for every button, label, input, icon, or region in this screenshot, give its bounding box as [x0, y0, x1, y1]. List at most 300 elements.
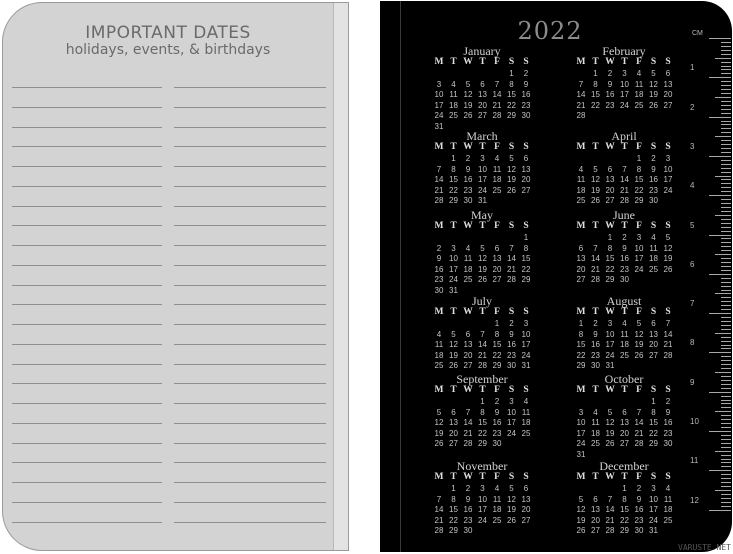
writing-line: [12, 304, 162, 305]
day-number: 14: [663, 329, 673, 339]
day-number: 6: [593, 494, 598, 504]
day-number: 10: [576, 418, 586, 428]
day-number: 5: [665, 233, 671, 242]
writing-line: [174, 285, 326, 286]
ruler-number: 6: [690, 259, 695, 269]
ruler-tick: [715, 136, 731, 137]
day-number: 23: [634, 515, 644, 525]
day-number: 31: [478, 196, 487, 206]
weekday-header: T: [450, 385, 457, 395]
day-number: 25: [620, 350, 629, 360]
ruler-tick: [721, 482, 731, 483]
day-number: 19: [478, 264, 487, 274]
weekday-header: M: [434, 472, 444, 482]
weekday-header: T: [621, 472, 628, 482]
day-number: 21: [478, 350, 487, 360]
day-number: 22: [620, 515, 629, 525]
ruler-tick: [709, 510, 731, 511]
month-name: July: [471, 294, 492, 308]
day-number: 24: [649, 515, 658, 525]
weekday-header: F: [494, 472, 500, 482]
day-number: 4: [523, 397, 529, 406]
weekday-header: S: [650, 472, 657, 482]
writing-line: [12, 482, 162, 483]
day-number: 9: [465, 164, 471, 174]
day-number: 18: [492, 175, 502, 185]
day-number: 16: [620, 254, 629, 264]
ruler-tick: [721, 435, 731, 436]
day-number: 14: [492, 90, 502, 100]
weekday-header: T: [621, 142, 628, 152]
writing-line: [12, 206, 162, 207]
ruler-tick: [721, 325, 731, 326]
weekday-header: T: [450, 472, 457, 482]
calendar-year: 2022: [517, 17, 583, 45]
ruler-tick: [721, 179, 731, 180]
weekday-header: T: [592, 307, 599, 317]
day-number: 18: [521, 418, 531, 428]
day-number: 1: [578, 319, 584, 328]
day-number: 18: [591, 428, 600, 438]
day-number: 17: [478, 505, 487, 515]
day-number: 31: [576, 450, 586, 459]
ruler-tick: [721, 183, 731, 184]
day-number: 14: [591, 254, 600, 264]
day-number: 11: [663, 494, 673, 504]
ruler-number: 10: [690, 417, 699, 426]
day-number: 24: [663, 185, 673, 195]
day-number: 15: [634, 175, 644, 185]
ruler-tick: [715, 372, 731, 373]
day-number: 24: [521, 350, 531, 360]
day-number: 29: [605, 275, 615, 285]
writing-line: [12, 502, 162, 503]
ruler-tick: [721, 415, 731, 416]
day-number: 14: [463, 418, 473, 428]
ruler-tick: [721, 160, 731, 161]
weekday-header: T: [450, 57, 457, 67]
weekday-header: F: [494, 385, 500, 395]
writing-line: [12, 364, 162, 365]
day-number: 11: [434, 340, 444, 350]
weekday-header: T: [621, 57, 628, 67]
day-number: 23: [492, 428, 502, 438]
day-number: 20: [521, 175, 531, 185]
day-number: 17: [434, 100, 444, 110]
day-number: 14: [605, 505, 615, 515]
day-number: 8: [451, 164, 456, 174]
ruler-tick: [721, 376, 731, 377]
day-number: 26: [463, 111, 473, 121]
writing-line: [174, 107, 326, 108]
ruler-number: 7: [690, 299, 695, 309]
day-number: 13: [663, 79, 673, 89]
day-number: 4: [593, 407, 598, 417]
ruler-tick: [721, 85, 731, 86]
day-number: 31: [605, 361, 615, 371]
ruler-tick: [721, 203, 731, 204]
day-number: 17: [620, 90, 629, 100]
day-number: 16: [492, 418, 502, 428]
day-number: 29: [620, 526, 629, 536]
writing-line: [174, 502, 326, 503]
day-number: 19: [507, 505, 516, 515]
day-number: 6: [578, 243, 584, 253]
weekday-header: S: [665, 57, 671, 67]
day-number: 8: [651, 407, 656, 417]
weekday-header: T: [450, 142, 457, 152]
day-number: 25: [591, 439, 600, 449]
month-name: February: [602, 44, 646, 58]
ruler-tick: [721, 242, 731, 243]
weekday-header: W: [463, 221, 473, 231]
day-number: 31: [649, 526, 658, 536]
ruler-tick: [721, 73, 731, 74]
day-number: 17: [663, 175, 673, 185]
day-number: 27: [492, 275, 502, 285]
day-number: 23: [507, 350, 516, 360]
writing-line: [12, 462, 162, 463]
day-number: 20: [449, 428, 458, 438]
ruler-tick: [709, 117, 731, 118]
writing-line: [174, 364, 326, 365]
ruler-tick: [721, 447, 731, 448]
day-number: 11: [492, 494, 502, 504]
day-number: 8: [480, 407, 485, 417]
weekday-header: S: [508, 221, 515, 231]
weekday-header: M: [576, 385, 586, 395]
day-number: 17: [449, 264, 458, 274]
day-number: 6: [651, 319, 656, 328]
day-number: 5: [651, 69, 656, 78]
day-number: 2: [509, 319, 514, 328]
ruler-tick: [721, 46, 731, 47]
day-number: 10: [634, 243, 644, 253]
day-number: 5: [509, 154, 514, 163]
weekday-header: M: [576, 221, 586, 231]
ruler-tick: [721, 124, 731, 125]
day-number: 15: [492, 340, 502, 350]
day-number: 19: [591, 185, 600, 195]
ruler-tick: [721, 101, 731, 102]
day-number: 15: [478, 418, 487, 428]
weekday-header: S: [650, 307, 657, 317]
day-number: 14: [507, 254, 516, 264]
day-number: 3: [480, 154, 485, 163]
day-number: 7: [436, 164, 442, 174]
day-number: 25: [663, 515, 673, 525]
day-number: 9: [651, 164, 656, 174]
day-number: 29: [521, 275, 531, 285]
weekday-header: F: [636, 142, 642, 152]
ruler-tick: [715, 254, 731, 255]
writing-line: [12, 166, 162, 167]
day-number: 7: [665, 319, 671, 328]
day-number: 21: [663, 340, 673, 350]
ruler-number: 8: [690, 338, 695, 348]
weekday-header: W: [605, 472, 615, 482]
page-spine: [333, 3, 349, 550]
writing-line: [174, 462, 326, 463]
ruler-tick: [721, 494, 731, 495]
day-number: 7: [465, 407, 471, 417]
day-number: 16: [634, 505, 644, 515]
day-number: 31: [449, 286, 458, 295]
writing-line: [12, 107, 162, 108]
day-number: 20: [620, 428, 629, 438]
day-number: 12: [507, 164, 516, 174]
ruler-tick: [721, 168, 731, 169]
ruler-tick: [721, 132, 731, 133]
day-number: 18: [663, 505, 673, 515]
day-number: 22: [649, 428, 658, 438]
day-number: 8: [451, 494, 456, 504]
day-number: 8: [593, 79, 598, 89]
day-number: 8: [523, 243, 529, 253]
ruler-tick: [721, 109, 731, 110]
day-number: 16: [507, 340, 516, 350]
day-number: 13: [521, 164, 531, 174]
day-number: 7: [578, 79, 584, 89]
ruler-tick: [709, 195, 731, 196]
day-number: 7: [636, 407, 642, 417]
day-number: 1: [523, 233, 529, 242]
day-number: 19: [634, 340, 644, 350]
day-number: 27: [620, 439, 629, 449]
writing-line: [12, 245, 162, 246]
ruler-number: 4: [690, 181, 695, 191]
day-number: 13: [521, 494, 531, 504]
day-number: 7: [509, 243, 514, 253]
day-number: 13: [591, 505, 600, 515]
day-number: 18: [463, 264, 473, 274]
writing-line: [12, 344, 162, 345]
weekday-header: S: [508, 57, 515, 67]
weekday-header: W: [463, 307, 473, 317]
ruler-tick: [721, 384, 731, 385]
ruler-tick: [709, 431, 731, 432]
ruler-tick: [721, 231, 731, 232]
day-number: 30: [663, 439, 673, 449]
day-number: 2: [622, 233, 627, 242]
weekday-header: S: [665, 472, 671, 482]
day-number: 6: [622, 407, 627, 417]
ruler-unit-label: CM: [692, 30, 703, 37]
writing-line: [174, 265, 326, 266]
weekday-header: T: [479, 57, 486, 67]
day-number: 23: [649, 185, 658, 195]
page-subtitle: holidays, events, & birthdays: [65, 42, 271, 58]
day-number: 30: [591, 361, 600, 371]
day-number: 10: [434, 90, 444, 100]
day-number: 27: [478, 111, 487, 121]
day-number: 27: [591, 526, 600, 536]
writing-line: [12, 324, 162, 325]
ruler-tick: [721, 42, 731, 43]
day-number: 22: [449, 185, 458, 195]
day-number: 15: [449, 505, 458, 515]
writing-line: [12, 443, 162, 444]
writing-line: [12, 423, 162, 424]
ruler-tick: [721, 301, 731, 302]
writing-line: [174, 206, 326, 207]
day-number: 26: [434, 439, 444, 449]
day-number: 23: [463, 515, 473, 525]
day-number: 8: [607, 243, 613, 253]
day-number: 24: [507, 428, 516, 438]
day-number: 8: [636, 164, 642, 174]
weekday-header: S: [523, 307, 529, 317]
day-number: 5: [436, 407, 442, 417]
day-number: 7: [494, 79, 500, 89]
day-number: 20: [478, 100, 487, 110]
day-number: 11: [463, 254, 473, 264]
ruler-tick: [721, 400, 731, 401]
day-number: 29: [449, 526, 458, 536]
day-number: 25: [492, 185, 502, 195]
day-number: 3: [451, 243, 456, 253]
ruler-number: 12: [690, 495, 699, 505]
day-number: 4: [622, 319, 627, 328]
weekday-header: F: [494, 307, 500, 317]
day-number: 4: [578, 164, 584, 174]
day-number: 12: [649, 79, 658, 89]
day-number: 4: [651, 233, 656, 242]
writing-line: [12, 383, 162, 384]
weekday-header: T: [479, 221, 486, 231]
weekday-header: T: [592, 385, 599, 395]
day-number: 20: [576, 264, 586, 274]
writing-line: [12, 87, 162, 88]
day-number: 19: [449, 350, 458, 360]
day-number: 19: [576, 515, 586, 525]
writing-line: [12, 403, 162, 404]
page-title: IMPORTANT DATES: [85, 23, 251, 43]
ruler-tick: [715, 215, 731, 216]
weekday-header: F: [494, 142, 500, 152]
day-number: 5: [509, 484, 514, 493]
ruler-tick: [709, 470, 731, 471]
ruler-tick: [721, 211, 731, 212]
day-number: 5: [578, 494, 584, 504]
day-number: 21: [620, 185, 629, 195]
writing-line: [12, 285, 162, 286]
day-number: 7: [622, 164, 627, 174]
day-number: 18: [576, 185, 586, 195]
ruler-tick: [721, 443, 731, 444]
day-number: 1: [607, 233, 613, 242]
day-number: 13: [463, 340, 473, 350]
weekday-header: M: [576, 142, 586, 152]
day-number: 22: [449, 515, 458, 525]
day-number: 12: [507, 494, 516, 504]
writing-line: [174, 146, 326, 147]
day-number: 21: [434, 185, 444, 195]
ruler-tick: [721, 388, 731, 389]
day-number: 17: [605, 340, 615, 350]
day-number: 6: [665, 69, 671, 78]
day-number: 25: [492, 515, 502, 525]
month-name: April: [611, 129, 637, 143]
day-number: 17: [507, 418, 516, 428]
writing-line: [12, 146, 162, 147]
day-number: 3: [651, 484, 656, 493]
ruler-tick: [721, 286, 731, 287]
day-number: 26: [591, 196, 600, 206]
writing-line: [174, 383, 326, 384]
day-number: 28: [492, 111, 502, 121]
day-number: 22: [605, 264, 615, 274]
day-number: 24: [478, 515, 487, 525]
day-number: 20: [663, 90, 673, 100]
day-number: 9: [665, 407, 671, 417]
day-number: 3: [622, 69, 627, 78]
ruler-tick: [721, 140, 731, 141]
day-number: 9: [622, 243, 627, 253]
month-name: January: [463, 44, 501, 58]
day-number: 9: [509, 329, 514, 339]
watermark: VARUSTE.NET: [678, 543, 731, 552]
ruler-tick: [721, 187, 731, 188]
day-number: 1: [480, 397, 485, 406]
ruler-tick: [721, 368, 731, 369]
ruler-tick: [709, 235, 731, 236]
day-number: 7: [436, 494, 442, 504]
weekday-header: T: [592, 57, 599, 67]
weekday-header: S: [508, 142, 515, 152]
ruler-tick: [721, 266, 731, 267]
weekday-header: F: [494, 57, 500, 67]
day-number: 21: [463, 428, 473, 438]
day-number: 25: [649, 264, 658, 274]
weekday-header: F: [636, 221, 642, 231]
day-number: 9: [607, 79, 613, 89]
ruler-number: 3: [690, 141, 695, 151]
day-number: 12: [449, 340, 458, 350]
day-number: 17: [576, 428, 586, 438]
day-number: 1: [451, 154, 456, 163]
weekday-header: W: [463, 57, 473, 67]
weekday-header: S: [523, 221, 529, 231]
day-number: 9: [465, 494, 471, 504]
ruler-tick: [721, 152, 731, 153]
day-number: 7: [480, 329, 485, 339]
ruler-tick: [721, 105, 731, 106]
day-number: 28: [463, 439, 473, 449]
day-number: 9: [436, 254, 442, 264]
day-number: 29: [492, 361, 502, 371]
day-number: 27: [521, 185, 531, 195]
day-number: 29: [634, 196, 644, 206]
day-number: 8: [494, 329, 500, 339]
day-number: 28: [507, 275, 516, 285]
ruler-tick: [721, 341, 731, 342]
weekday-header: F: [636, 57, 642, 67]
day-number: 12: [591, 175, 600, 185]
day-number: 25: [434, 361, 444, 371]
ruler-tick: [709, 77, 731, 78]
day-number: 26: [507, 185, 516, 195]
day-number: 14: [478, 340, 487, 350]
ruler-tick: [721, 62, 731, 63]
day-number: 10: [478, 164, 487, 174]
day-number: 4: [494, 484, 500, 493]
day-number: 22: [576, 350, 586, 360]
writing-line: [174, 127, 326, 128]
day-number: 29: [478, 439, 487, 449]
day-number: 24: [576, 439, 586, 449]
day-number: 22: [521, 264, 531, 274]
